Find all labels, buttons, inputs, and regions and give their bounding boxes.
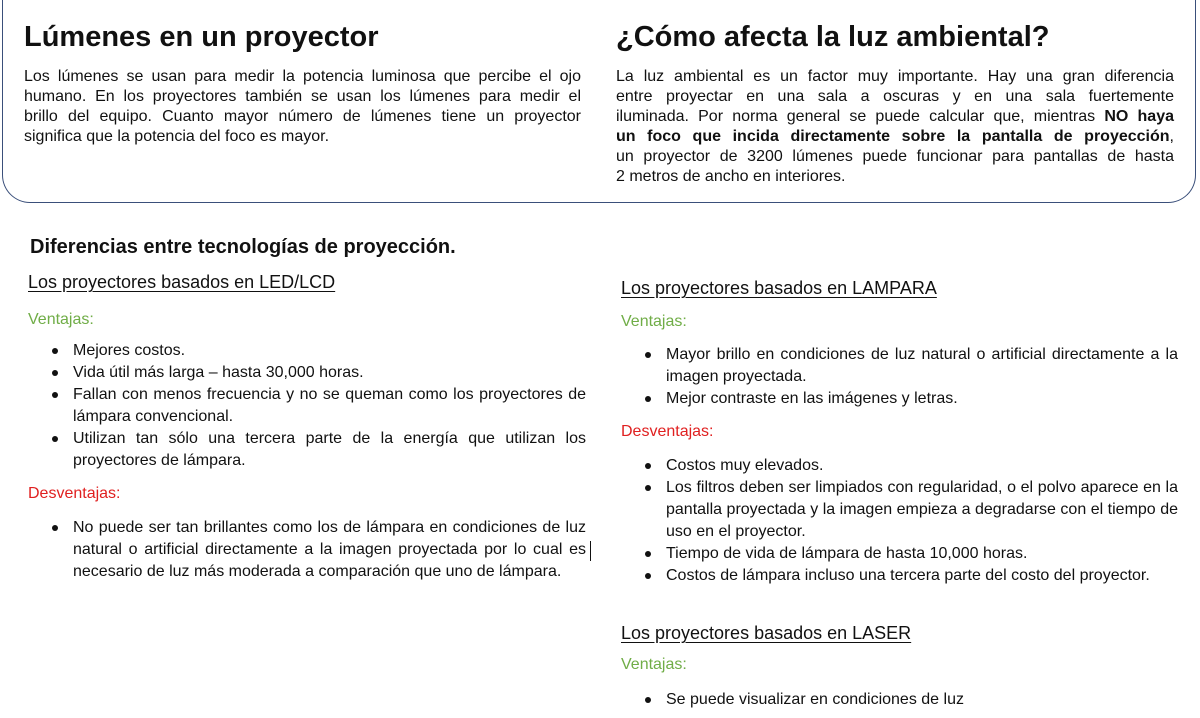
luz-line <box>616 127 1174 147</box>
laser-ventajas-list <box>621 689 1178 711</box>
list-item: Se puede visualizar en condiciones de luz <box>621 689 1178 711</box>
luz-line: La luz ambiental es un factor muy importante. Hay una gran diferencia <box>616 68 1174 85</box>
lampara-heading: Los proyectores basados en LAMPARA <box>621 278 937 298</box>
list-item: Vida útil más larga – hasta 30,000 horas. <box>28 362 586 384</box>
led-desventajas-list <box>28 517 586 583</box>
lampara-ventajas-list <box>621 344 1178 410</box>
list-item: Mejor contraste en las imágenes y letras. <box>621 388 1178 410</box>
luz-ambiental-title: ¿Cómo afecta la luz ambiental? <box>616 21 1050 53</box>
list-item: Mayor brillo en condiciones de luz natural o artificial directamente a la imagen proyectada. <box>621 344 1178 388</box>
list-item: No puede ser tan brillantes como los de lámpara en condiciones de luz natural o artificial directamente a la imagen proyectada por lo cual es necesario de luz más moderada a comparación que uno de lámpara. <box>28 517 586 583</box>
luz-line: un proyector de 3200 lúmenes puede funcionar para pantallas de hasta <box>616 148 1174 165</box>
list-item: Tiempo de vida de lámpara de hasta 10,000 horas. <box>621 543 1178 565</box>
list-item: Utilizan tan sólo una tercera parte de la energía que utilizan los proyectores de lámpara. <box>28 428 586 472</box>
list-item: Fallan con menos frecuencia y no se queman como los proyectores de lámpara convencional. <box>28 384 586 428</box>
text-cursor <box>590 541 591 561</box>
lumenes-paragraph <box>24 67 581 147</box>
list-item: Costos muy elevados. <box>621 455 1178 477</box>
led-desventajas-label: Desventajas: <box>28 485 121 502</box>
lampara-desventajas-label: Desventajas: <box>621 423 714 440</box>
section-title: Diferencias entre tecnologías de proyección. <box>30 236 456 258</box>
laser-heading: Los proyectores basados en LASER <box>621 623 912 643</box>
lampara-desventajas-list <box>621 455 1178 587</box>
luz-text: , <box>1169 128 1174 145</box>
lumenes-title: Lúmenes en un proyector <box>24 21 379 53</box>
lumenes-line: Los lúmenes se usan para medir la potencia luminosa que percibe el ojo <box>24 68 581 85</box>
luz-line: entre proyectar en una sala a oscuras y en una sala fuertemente <box>616 88 1174 105</box>
luz-line: 2 metros de ancho en interiores. <box>616 168 846 185</box>
luz-text: iluminada. Por norma general se puede calcular que, mientras <box>616 108 1105 125</box>
lampara-ventajas-label: Ventajas: <box>621 313 687 330</box>
led-heading: Los proyectores basados en LED/LCD <box>28 272 336 292</box>
luz-bold-text: NO haya <box>1104 108 1174 125</box>
led-ventajas-list <box>28 340 586 472</box>
luz-ambiental-paragraph <box>616 67 1174 187</box>
laser-ventajas-label: Ventajas: <box>621 656 687 673</box>
list-item: Costos de lámpara incluso una tercera parte del costo del proyector. <box>621 565 1178 587</box>
led-ventajas-label: Ventajas: <box>28 311 94 328</box>
lumenes-line: humano. En los proyectores también se usan los lúmenes para medir el <box>24 88 581 105</box>
luz-bold-text: un foco que incida directamente sobre la pantalla de proyección <box>616 128 1170 145</box>
lumenes-line: brillo del equipo. Cuanto mayor número de lúmenes tiene un proyector <box>24 108 581 125</box>
list-item: Mejores costos. <box>28 340 586 362</box>
list-item: Los filtros deben ser limpiados con regularidad, o el polvo aparece en la pantalla proyectada y la imagen empieza a degradarse con el tiempo de uso en el proyector. <box>621 477 1178 543</box>
lumenes-line: significa que la potencia del foco es mayor. <box>24 128 330 145</box>
luz-line <box>616 107 1174 127</box>
